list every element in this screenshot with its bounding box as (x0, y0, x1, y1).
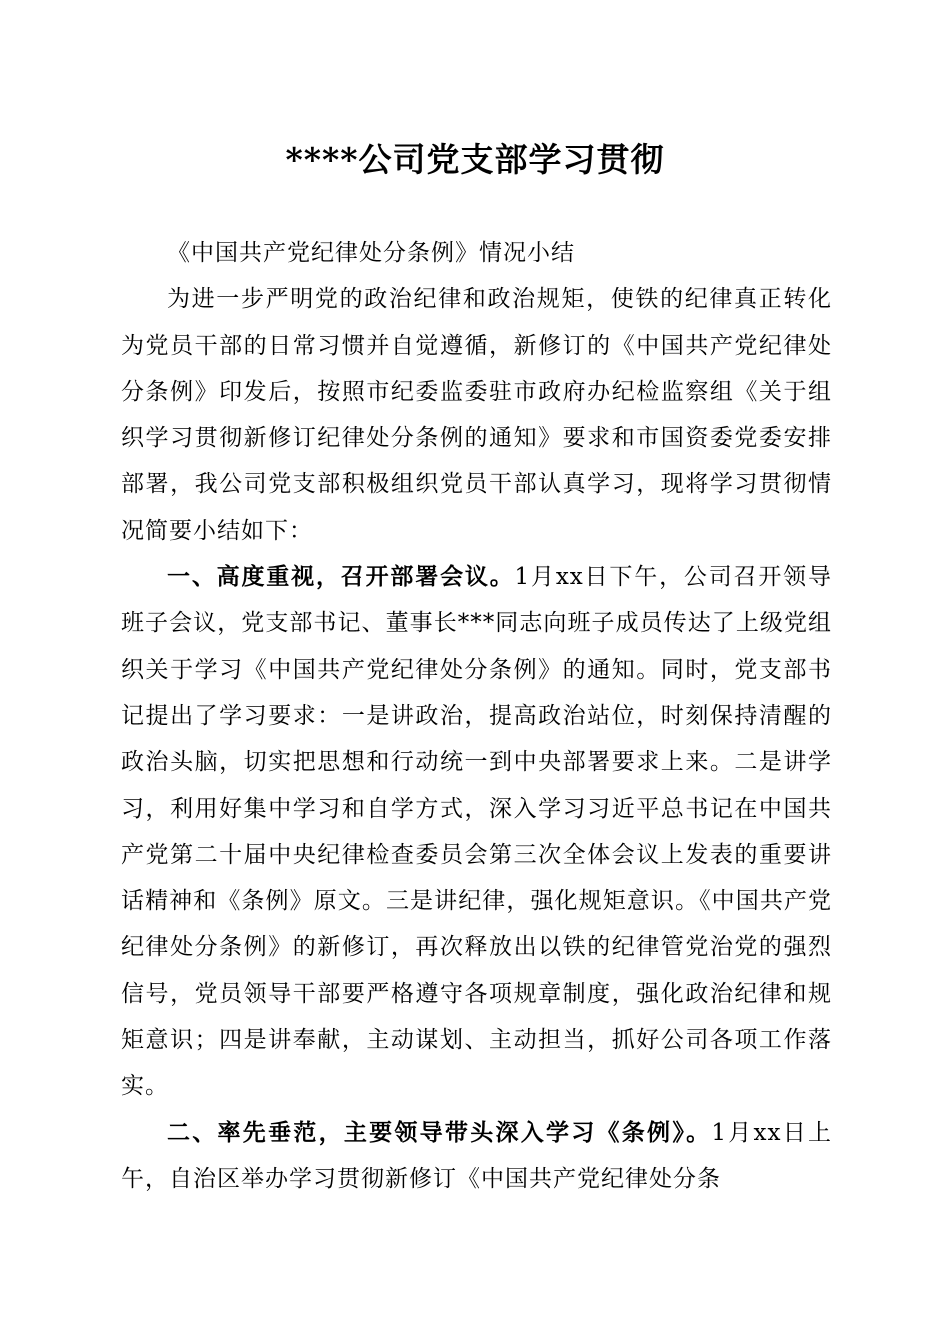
section-paragraph-1 (121, 554, 832, 1110)
document-title: ****公司党支部学习贯彻 (285, 140, 665, 179)
section-heading-2: 二、率先垂范，主要领导带头深入学习《条例》。 (167, 1119, 712, 1146)
section-heading-1: 一、高度重视，召开部署会议。 (167, 564, 515, 591)
intro-paragraph: 为进一步严明党的政治纪律和政治规矩，使铁的纪律真正转化为党员干部的日常习惯并自觉遵循，新修订的《中国共产党纪律处分条例》印发后，按照市纪委监委驻市政府办纪检监察组《关于组织学习贯彻新修订纪律处分条例的通知》要求和市国资委党委安排部署，我公司党支部积极组织党员干部认真学习，现将学习贯彻情况简要小结如下： (121, 286, 832, 544)
section-paragraph-2 (121, 1110, 832, 1203)
document-subtitle: 《中国共产党纪律处分条例》情况小结 (167, 240, 575, 266)
document-body (121, 230, 832, 1202)
section-text-2: 1月xx日上午，自治区举办学习贯彻新修订《中国共产党纪律处分条 (121, 1119, 833, 1192)
section-text-1: 1月xx日下午，公司召开领导班子会议，党支部书记、董事长***同志向班子成员传达了上级党组织关于学习《中国共产党纪律处分条例》的通知。同时，党支部书记提出了学习要求：一是讲政治，提高政治站位，时刻保持清醒的政治头脑，切实把思想和行动统一到中央部署要求上来。二是讲学习，利用好集中学习和自学方式，深入学习习近平总书记在中国共产党第二十届中央纪律检查委员会第三次全体会议上发表的重要讲话精神和《条例》原文。三是讲纪律，强化规矩意识。《中国共产党纪律处分条例》的新修订，再次释放出以铁的纪律管党治党的强烈信号，党员领导干部要严格遵守各项规章制度，强化政治纪律和规矩意识；四是讲奉献，主动谋划、主动担当，抓好公司各项工作落实。 (121, 564, 833, 1100)
